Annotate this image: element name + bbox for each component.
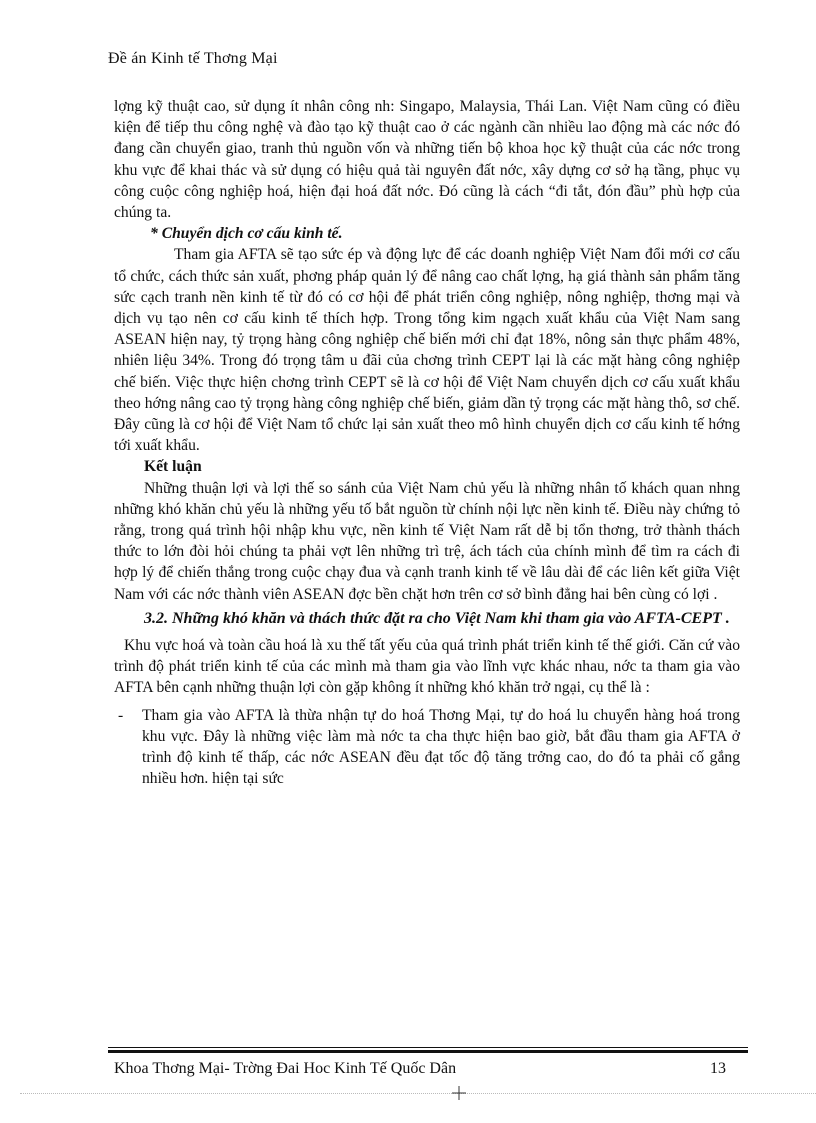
footer-faculty-text: Khoa Thơng Mại- Trờng Đai Hoc Kinh Tế Quốc Dân [114,1060,457,1077]
heading-conclusion: Kết luận [144,458,202,476]
bullet-item [114,705,740,790]
bullet-text-free-trade: Tham gia vào AFTA là thừa nhận tự do hoá Thơng Mại, tự do hoá lu chuyển hàng hoá trong khu vực. Đây là những việc làm mà nớc ta cha thực hiện bao giờ, bắt đầu tham gia AFTA ở trình độ kinh tế thấp, các nớc ASEAN đều đạt tốc độ tăng trởng cao, do đó ta phải cố gắng nhiều hơn. hiện tại sức [142,706,740,788]
page-number: 13 [710,1060,726,1077]
footer-rule-thick [108,1050,748,1053]
page-header-title: Đề án Kinh tế Thơng Mại [108,50,278,67]
document-body [114,96,740,790]
bullet-dash: - [118,706,124,724]
paragraph-technology: lợng kỹ thuật cao, sử dụng ít nhân công nh: Singapo, Malaysia, Thái Lan. Việt Nam cũng có điều kiện để tiếp thu công nghệ và đào tạo kỹ thuật cao ở các ngành cần nhiều lao động mà các nớc đó đang cần chuyển giao, tranh thủ nguồn vốn và những tiến bộ khoa học kỹ thuật của các nớc trong khu vực để khai thác và sử dụng có hiệu quả tài nguyên đất nớc, xây dựng cơ sở hạ tầng, phục vụ công cuộc công nghiệp hoá, hiện đại hoá đất nớc. Đó cũng là cách “đi tắt, đón đầu” phù hợp của chúng ta. [114,98,740,222]
paragraph-regionalization: Khu vực hoá và toàn cầu hoá là xu thế tất yếu của quá trình phát triển kinh tế thế giới. Căn cứ vào trình độ phát triển kinh tế của các mình mà tham gia vào lĩnh vực khác nhau, nớc ta tham gia vào AFTA bên cạnh những thuận lợi còn gặp không ít những khó khăn trở ngại, cụ thể là : [114,637,740,697]
crop-mark-icon [452,1086,466,1100]
section-heading-3-2: 3.2. Những khó khăn và thách thức đặt ra cho Việt Nam khi tham gia vào AFTA-CEPT . [144,609,730,627]
heading-economic-restructuring: * Chuyển dịch cơ cấu kinh tế. [150,225,343,243]
paragraph-conclusion: Những thuận lợi và lợi thế so sánh của Việt Nam chủ yếu là những nhân tố khách quan nhng những khó khăn chủ yếu là những yếu tố bắt nguồn từ chính nội lực nền kinh tế. Điều này chứng tỏ rằng, trong quá trình hội nhập khu vực, nền kinh tế Việt Nam rất dễ bị tổn thơng, trở thành thách thức to lớn đòi hỏi chúng ta phải vợt lên những trì trệ, ách tách của chính mình để tìm ra cách đi hợp lý để chiến thắng trong cuộc chạy đua và cạnh tranh kinh tế về lâu dài để các liên kết giữa Việt Nam với các nớc thành viên ASEAN đợc bền chặt hơn trên cơ sở bình đẳng hai bên cùng có lợi . [114,479,740,603]
paragraph-restructuring: Tham gia AFTA sẽ tạo sức ép và động lực để các doanh nghiệp Việt Nam đổi mới cơ cấu tổ chức, cách thức sản xuất, phơng pháp quản lý để nâng cao chất lợng, hạ giá thành sản phẩm tăng sức cạch tranh nền kinh tế từ đó có cơ hội để phát triển công nghiệp, nông nghiệp, thơng mại và dịch vụ tạo nên cơ cấu kinh tế thích hợp. Trong tổng kim ngạch xuất khẩu của Việt Nam sang ASEAN hiện nay, tỷ trọng hàng công nghiệp chế biến mới chỉ đạt 18%, nông sản thực phẩm 48%, nhiên liệu 34%. Trong đó trọng tâm u đãi của chơng trình CEPT lại là các mặt hàng công nghiệp chế biến. Việc thực hiện chơng trình CEPT sẽ là cơ hội để Việt Nam chuyển dịch cơ cấu xuất khẩu theo hớng nâng cao tỷ trọng hàng công nghiệp chế biến, giảm dần tỷ trọng các mặt hàng thô, sơ chế. Đây cũng là cơ hội để Việt Nam tổ chức lại sản xuất theo mô hình chuyển dịch cơ cấu kinh tế hớng tới xuất khẩu. [114,246,740,455]
footer-rule-thin [108,1047,748,1048]
page-edge-line [20,1093,816,1094]
